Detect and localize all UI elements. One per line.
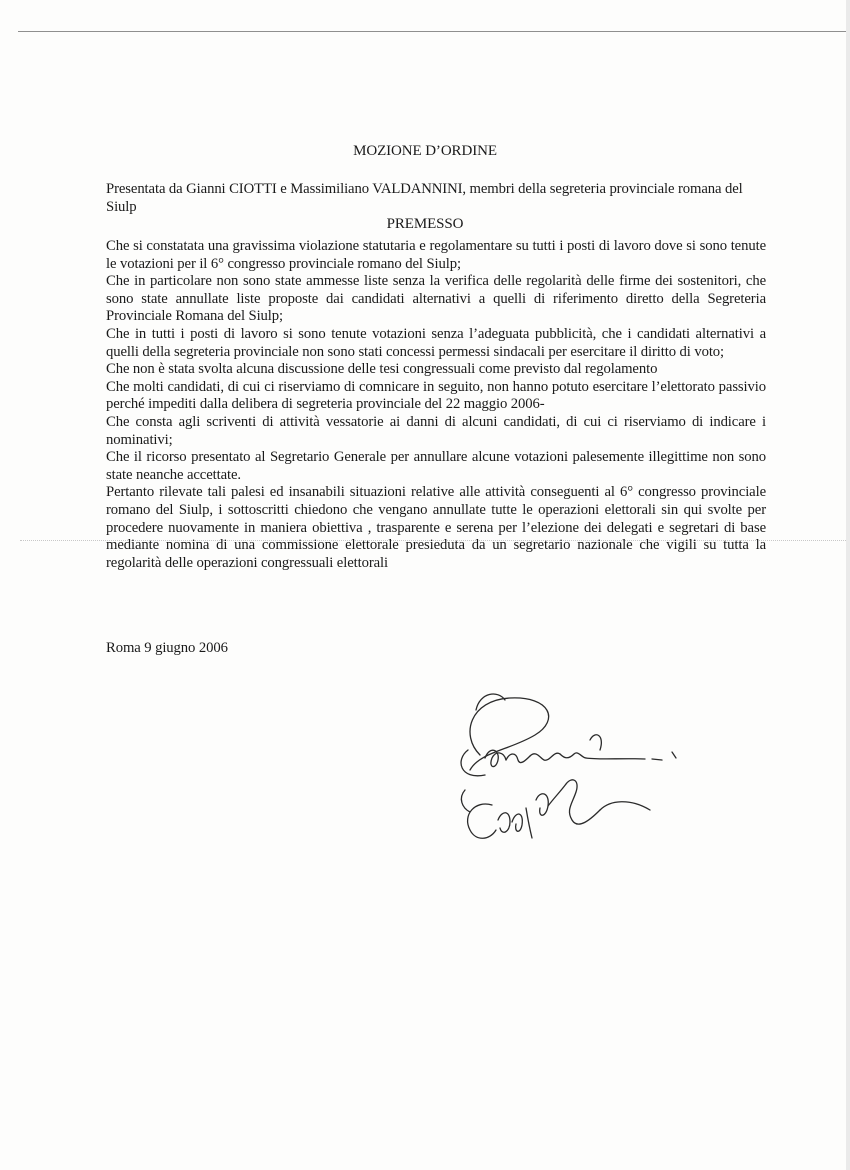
- paragraph-2: Che in particolare non sono state ammesse liste senza la verifica delle regolarità delle firme dei sostenitori, che sono state annullate liste proposte dai candidati alternativi a quelli di riferimento diretto della Segreteria Provinciale Romana del Siulp;: [106, 273, 766, 325]
- paragraph-3: Che in tutti i posti di lavoro si sono tenute votazioni senza l’adeguata pubblicità, che i candidati alternativi a quelli della segreteria provinciale non sono stati concessi permessi sindacali per esercitare il diritto di voto;: [106, 325, 766, 360]
- handwritten-signature: [440, 680, 700, 880]
- premesso-list: [106, 238, 766, 572]
- paragraph-4: Che non è stata svolta alcuna discussione delle tesi congressuali come previsto dal regolamento: [106, 361, 658, 378]
- paragraph-8: Pertanto rilevate tali palesi ed insanabili situazioni relative alle attività conseguenti al 6° congresso provinciale romano del Siulp, i sottoscritti chiedono che vengano annullate tutte le operazioni elettorali sin qui svolte per procedere nuovamente in maniera obiettiva , trasparente e serena per l’elezione dei delegati e segretari di base mediante nomina di una commissione elettorale presieduta da un segretario nazionale che vigili su tutta la regolarità delle operazioni congressuali elettorali: [106, 484, 766, 571]
- paragraph-5: Che molti candidati, di cui ci riserviamo di comnicare in seguito, non hanno potuto esercitare l’elettorato passivio perché impediti dalla delibera di segreteria provinciale del 22 maggio 2006-: [106, 378, 766, 413]
- scan-edge: [846, 0, 850, 1170]
- paragraph-7: Che il ricorso presentato al Segretario Generale per annullare alcune votazioni palesemente illegittime non sono state neanche accettate.: [106, 449, 766, 483]
- presentata-block: [106, 181, 768, 216]
- document-title: MOZIONE D’ORDINE: [353, 143, 497, 159]
- scan-top-rule: [18, 31, 848, 32]
- place-date: Roma 9 giugno 2006: [106, 640, 228, 656]
- presentata-text: Presentata da Gianni CIOTTI e Massimiliano VALDANNINI, membri della segreteria provinciale romana del Siulp: [106, 181, 743, 215]
- paragraph-6: Che consta agli scriventi di attività vessatorie ai danni di alcuni candidati, di cui ci riserviamo di indicare i nominativi;: [106, 413, 766, 448]
- place-date-block: [106, 640, 766, 658]
- premesso-heading: PREMESSO: [386, 216, 464, 232]
- paragraph-1: Che si constatata una gravissima violazione statutaria e regolamentare su tutti i posti di lavoro dove si sono tenute le votazioni per il 6° congresso provinciale romano del Siulp;: [106, 238, 766, 272]
